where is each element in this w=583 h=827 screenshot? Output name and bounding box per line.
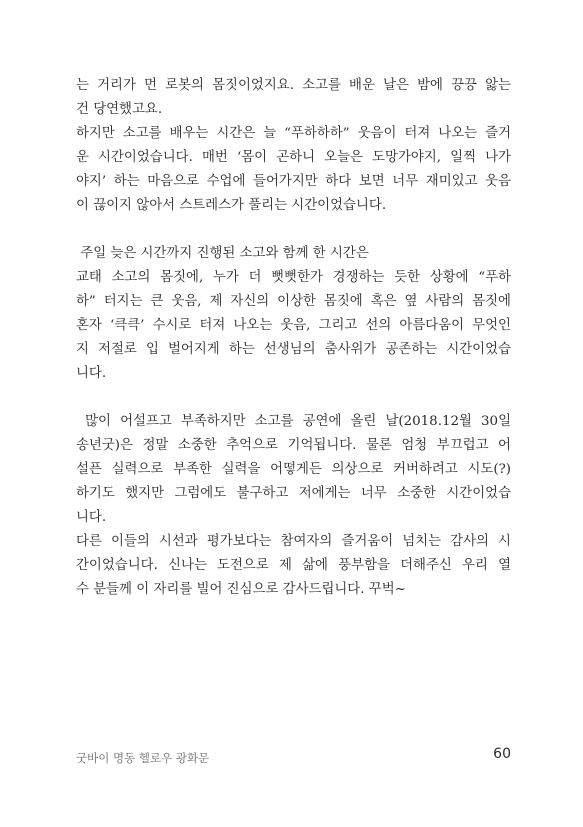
page-number: 60 [493, 746, 511, 762]
text-line: 하” 터지는 큰 웃음, 제 자신의 이상한 몸짓에 혹은 옆 사람의 몸짓에 [76, 294, 511, 309]
paragraph-4 [76, 410, 511, 530]
text-line: 지 저절로 입 벌어지게 하는 선생님의 춤사위가 공존하는 시간이었습 [76, 342, 511, 357]
text-line: 주일 늦은 시간까지 진행된 소고와 함께 한 시간은 [76, 246, 369, 261]
paragraph-2 [76, 122, 511, 218]
body-text [76, 74, 511, 602]
paragraph-gap [76, 218, 511, 242]
paragraph-1 [76, 74, 511, 122]
text-line: 야지’ 하는 마음으로 수업에 들어가지만 하다 보면 너무 재미있고 웃음 [76, 174, 511, 189]
text-line: 니다. [76, 510, 107, 525]
text-line: 이 끊이지 않아서 스트레스가 풀리는 시간이었습니다. [76, 198, 387, 213]
text-line: 송년굿)은 정말 소중한 추억으로 기억됩니다. 물론 엄청 부끄럽고 어 [76, 438, 511, 453]
text-line: 하기도 했지만 그럼에도 불구하고 저에게는 너무 소중한 시간이었습 [76, 486, 511, 501]
text-line: 건 당연했고요. [76, 102, 163, 117]
text-line: 혼자 ‘큭큭’ 수시로 터져 나오는 웃음, 그리고 선의 아름다움이 무엇인 [76, 318, 511, 333]
text-line: 설픈 실력으로 부족한 실력을 어떻게든 의상으로 커버하려고 시도(?) [76, 462, 511, 477]
paragraph-gap [76, 386, 511, 410]
paragraph-3 [76, 242, 511, 386]
text-line: 교태 소고의 몸짓에, 누가 더 뻣뻣한가 경쟁하는 듯한 상황에 “푸하 [76, 270, 511, 285]
text-line: 간이었습니다. 신나는 도전으로 제 삶에 풍부함을 더해주신 우리 열 [76, 558, 511, 573]
footer-book-title: 굿바이 명동 헬로우 광화문 [76, 751, 210, 765]
text-line: 다른 이들의 시선과 평가보다는 참여자의 즐거움이 넘치는 감사의 시 [76, 534, 511, 549]
text-line: 많이 어설프고 부족하지만 소고를 공연에 올린 날(2018.12월 30일 [76, 414, 511, 429]
text-line: 하지만 소고를 배우는 시간은 늘 “푸하하하” 웃음이 터져 나오는 즐거 [76, 126, 511, 141]
paragraph-5 [76, 530, 511, 602]
text-line: 는 거리가 먼 로봇의 몸짓이었지요. 소고를 배운 날은 밤에 끙끙 앓는 [76, 78, 511, 93]
text-line: 운 시간이었습니다. 매번 ‘몸이 곤하니 오늘은 도망가야지, 일찍 나가 [76, 150, 511, 165]
text-line: 수 분들께 이 자리를 빌어 진심으로 감사드립니다. 꾸벅~ [76, 582, 406, 597]
text-line: 니다. [76, 366, 107, 381]
